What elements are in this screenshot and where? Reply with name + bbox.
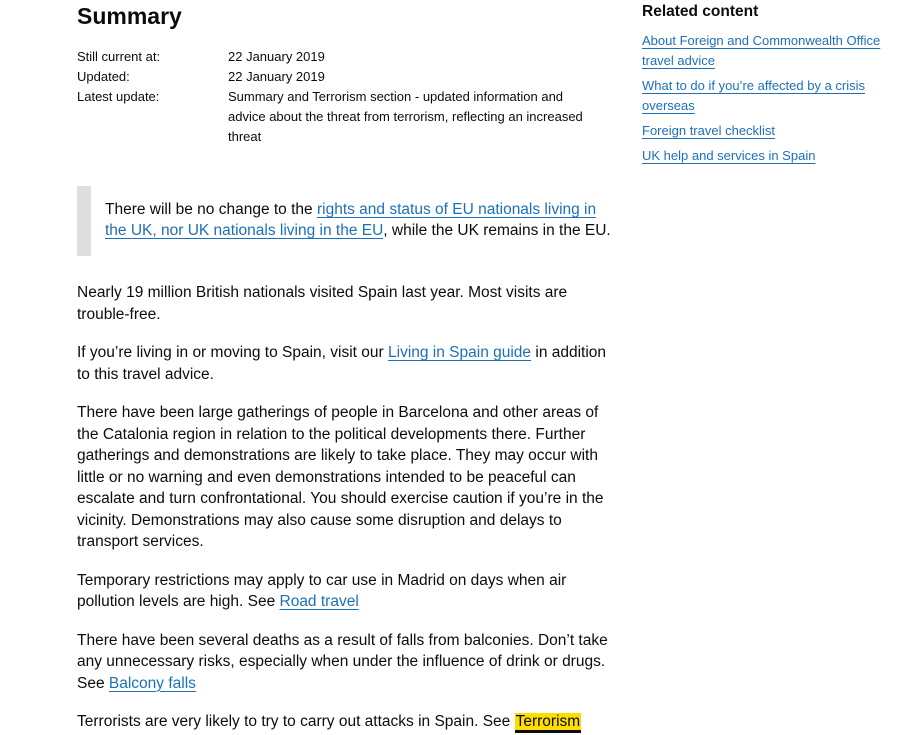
paragraph-visitors: Nearly 19 million British nationals visited Spain last year. Most visits are trouble-free. <box>77 284 568 323</box>
eu-rights-link[interactable]: rights and status of EU nationals living in the UK, nor UK nationals living in the EU <box>105 201 597 239</box>
living-in-spain-link[interactable]: Living in Spain guide <box>388 344 532 361</box>
paragraph-balcony-falls <box>77 630 622 695</box>
meta-label: Latest update: <box>77 89 160 104</box>
paragraph-living-in-spain <box>77 342 622 385</box>
related-link-item <box>642 121 897 141</box>
meta-row-updated <box>77 67 622 87</box>
crisis-overseas-link[interactable]: What to do if you’re affected by a crisis overseas <box>642 78 866 113</box>
page-title: Summary <box>77 3 182 29</box>
related-link-item <box>642 76 897 116</box>
meta-row-still-current <box>77 47 622 67</box>
related-content-sidebar <box>642 0 897 171</box>
balcony-falls-link[interactable]: Balcony falls <box>108 674 196 692</box>
fco-travel-advice-link[interactable]: About Foreign and Commonwealth Office travel advice <box>642 33 881 68</box>
road-travel-link[interactable]: Road travel <box>279 593 359 610</box>
body-text <box>77 282 622 733</box>
related-content-title: Related content <box>642 3 759 20</box>
callout-text-before: There will be no change to the <box>105 201 317 218</box>
meta-row-latest-update <box>77 87 622 147</box>
meta-label: Updated: <box>77 69 130 84</box>
uk-help-spain-link[interactable]: UK help and services in Spain <box>642 148 816 163</box>
main-content <box>77 0 622 733</box>
metadata <box>77 47 622 147</box>
text: There have been several deaths as a result of falls from balconies. Don’t take any unnecessary risks, especially when under the influence of drink or drugs. See <box>77 631 608 692</box>
paragraph-demonstrations: There have been large gatherings of people in Barcelona and other areas of the Catalonia region in relation to the political developments there. Further gatherings and demonstrations are likely to take place. They may occur with little or no warning and even demonstrations intended to be peaceful can escalate and turn confrontational. You should exercise caution if you’re in the vicinity. Demonstrations may also cause some disruption and delays to transport services. <box>77 404 604 550</box>
callout-text-after: , while the UK remains in the EU. <box>383 222 611 239</box>
paragraph-madrid-restrictions <box>77 570 622 613</box>
terrorism-link[interactable]: Terrorism <box>515 713 581 730</box>
meta-value: 22 January 2019 <box>228 49 325 64</box>
meta-label: Still current at: <box>77 49 161 64</box>
related-link-item <box>642 31 897 71</box>
eu-callout <box>77 186 621 256</box>
travel-checklist-link[interactable]: Foreign travel checklist <box>642 123 775 138</box>
paragraph-terrorism <box>77 711 622 733</box>
text: Temporary restrictions may apply to car use in Madrid on days when air pollution levels are high. See <box>77 571 567 610</box>
related-link-item <box>642 146 897 166</box>
related-links-list <box>642 31 897 166</box>
text: Terrorists are very likely to try to carry out attacks in Spain. See <box>77 713 515 730</box>
text: If you’re living in or moving to Spain, visit our <box>77 344 388 361</box>
meta-value: Summary and Terrorism section - updated information and advice about the threat from terrorism, reflecting an increased threat <box>228 89 583 144</box>
text: in addition to this travel advice. <box>77 344 607 383</box>
meta-value: 22 January 2019 <box>228 69 325 84</box>
